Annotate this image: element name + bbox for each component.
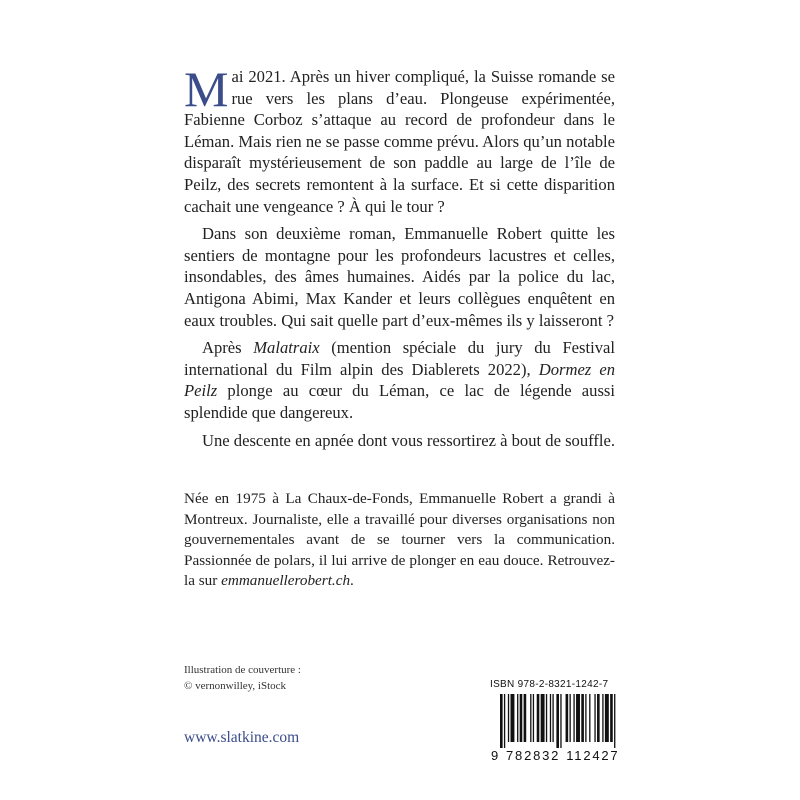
barcode-bars [500,694,618,748]
barcode-bar [546,694,547,742]
barcode-bar [585,694,586,742]
blurb-paragraph-3 [184,337,615,423]
credit-line-2: © vernonwilley, iStock [184,680,287,692]
barcode-bar [550,694,551,742]
barcode-bar [541,694,545,742]
author-bio-text: Née en 1975 à La Chaux-de-Fonds, Emmanuelle Robert a grandi à Montreux. Journaliste, elle a travaillé pour diverses organisations non gouvernementales avant de se tourner vers la communication. Passionnée de polars, il lui arrive de plonger en eau douce. Retrouvez-la sur [184,490,615,589]
blurb-p1-text: ai 2021. Après un hiver compliqué, la Suisse romande se rue vers les plans d’eau. Plongeuse expérimentée, Fabienne Corboz s’attaque au record de profondeur dans le Léman. Mais rien ne se passe comme prévu. Alors qu’un notable disparaît mystérieusement de son paddle au large de l’île de Peilz, des secrets remontent à la surface. Et si cette disparition cachait une vengeance ? À qui le tour ? [184,67,615,216]
publisher-website-link[interactable]: www.slatkine.com [184,729,300,746]
barcode-bar [560,694,561,748]
barcode-bar [556,694,559,748]
barcode-bar [597,694,600,742]
author-bio-paragraph [184,489,615,592]
barcode-bar [614,694,615,748]
barcode-bar [576,694,580,742]
barcode-bar [581,694,584,742]
barcode-bar [520,694,523,742]
barcode-bar [605,694,609,742]
back-cover-blurb [184,61,616,457]
book-title-dormez-en-peilz: Dormez en Peilz [184,359,616,401]
barcode-digits [491,748,619,763]
barcode-bar [610,694,613,742]
barcode-bar [589,694,590,742]
barcode-bar [530,694,531,742]
barcode-bar [508,694,509,742]
credit-line-1: Illustration de couverture : [184,664,301,676]
blurb-p3-part-c: plonge au cœur du Léman, ce lac de légende aussi splendide que dangereux. [184,381,615,422]
barcode-digit-group-2: 112427 [566,748,620,763]
blurb-paragraph-2: Dans son deuxième roman, Emmanuelle Robert quitte les sentiers de montagne pour les profondeurs lacustres et celles, insondables, des âmes humaines. Aidés par la police du lac, Antigona Abimi, Max Kander et leurs collègues enquêtent en eaux troubles. Qui sait quelle part d’eux-mêmes ils y laisseront ? [184,224,615,330]
blurb-paragraph-4: Une descente en apnée dont vous ressortirez à bout de souffle. [202,430,616,450]
barcode-bar [524,694,527,742]
barcode-bar [594,694,595,742]
author-bio-end: . [350,572,354,589]
barcode-bar [533,694,534,742]
isbn-number: ISBN 978-2-8321-1242-7 [490,679,609,690]
barcode-bar [602,694,603,742]
barcode-lead-digit: 9 [491,748,501,763]
barcode-bar [510,694,514,742]
barcode-bar [566,694,569,742]
blurb-paragraph-1 [184,61,615,217]
isbn-barcode [484,670,624,770]
barcode-bar [500,694,503,748]
cover-illustration-credit [184,662,301,694]
barcode-bar [504,694,505,748]
barcode-bar [569,694,570,742]
barcode-digit-group-1: 782832 [506,748,561,763]
blurb-p3-part-b: (mention spéciale du jury du Festival international du Film alpin des Diablerets 2022), [184,338,615,379]
barcode-bar [517,694,518,742]
barcode-bar [537,694,540,742]
barcode-bar [573,694,574,742]
author-website-link[interactable]: emmanuellerobert.ch [221,572,351,589]
blurb-p3-part-a: Après [202,338,254,358]
barcode-bar [552,694,553,742]
book-title-malatraix: Malatraix [253,338,320,358]
author-bio [184,489,615,592]
drop-cap: M [184,61,229,117]
